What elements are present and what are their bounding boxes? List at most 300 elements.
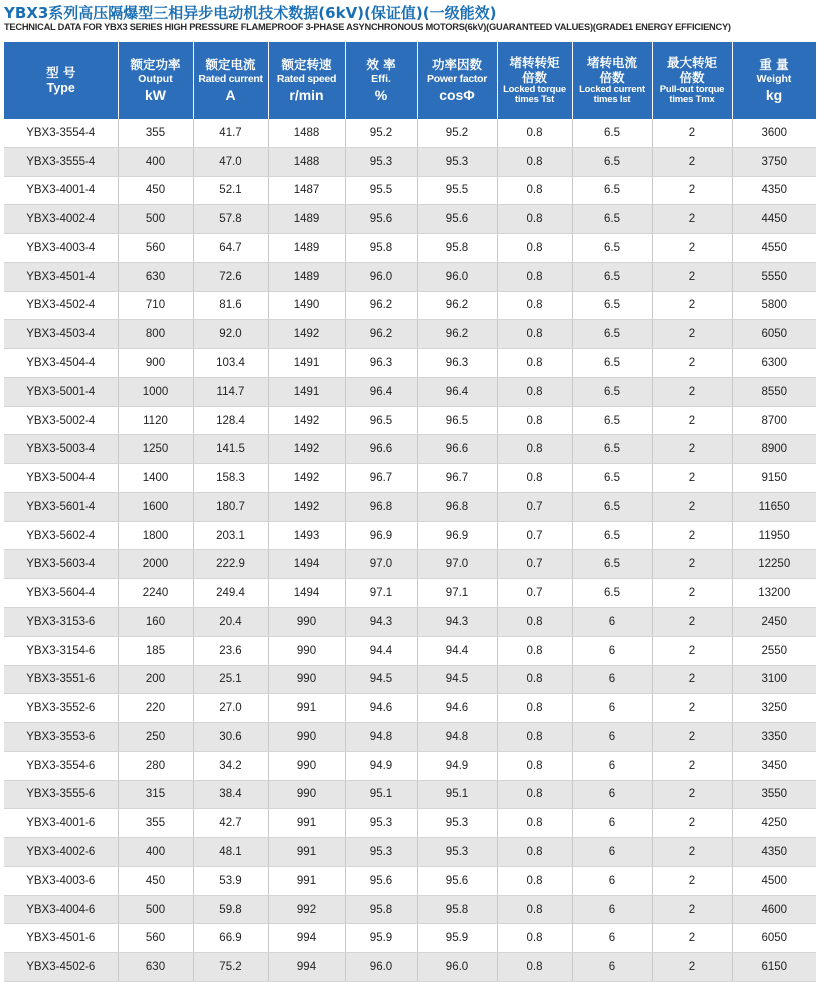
cell-efficiency: 96.9	[345, 521, 417, 550]
cell-rated-speed: 991	[268, 838, 345, 867]
cell-output: 500	[118, 895, 193, 924]
cell-weight: 4250	[732, 809, 816, 838]
cell-rated-current: 158.3	[193, 464, 268, 493]
cell-efficiency: 95.5	[345, 176, 417, 205]
cell-pullout-torque: 2	[652, 694, 732, 723]
cell-locked-torque: 0.8	[497, 866, 572, 895]
cell-power-factor: 95.3	[417, 809, 497, 838]
cell-rated-speed: 990	[268, 608, 345, 637]
cell-rated-current: 48.1	[193, 838, 268, 867]
cell-type: YBX3-4502-4	[4, 291, 118, 320]
cell-rated-current: 47.0	[193, 147, 268, 176]
cell-weight: 4350	[732, 176, 816, 205]
cell-output: 2000	[118, 550, 193, 579]
cell-pullout-torque: 2	[652, 349, 732, 378]
cell-weight: 2450	[732, 608, 816, 637]
page-subtitle: TECHNICAL DATA FOR YBX3 SERIES HIGH PRESSURE FLAMEPROOF 3-PHASE ASYNCHRONOUS MOTORS(6kV)(GUARANTEED VALUES)(GRADE1 ENERGY EFFICIENCY)	[4, 22, 731, 32]
cell-locked-torque: 0.8	[497, 636, 572, 665]
cell-rated-current: 222.9	[193, 550, 268, 579]
cell-pullout-torque: 2	[652, 751, 732, 780]
cell-locked-torque: 0.8	[497, 349, 572, 378]
cell-pullout-torque: 2	[652, 866, 732, 895]
cell-weight: 11650	[732, 492, 816, 521]
cell-rated-current: 38.4	[193, 780, 268, 809]
cell-locked-current: 6	[572, 953, 652, 982]
cell-rated-current: 57.8	[193, 205, 268, 234]
cell-rated-speed: 990	[268, 723, 345, 752]
cell-efficiency: 95.6	[345, 205, 417, 234]
cell-efficiency: 97.1	[345, 579, 417, 608]
cell-output: 1400	[118, 464, 193, 493]
cell-power-factor: 96.5	[417, 406, 497, 435]
cell-output: 900	[118, 349, 193, 378]
cell-locked-current: 6.5	[572, 291, 652, 320]
header-label-en: Rated speed	[276, 72, 337, 85]
table-row	[4, 435, 816, 464]
cell-rated-speed: 1494	[268, 550, 345, 579]
header-label-cn: 效 率	[366, 57, 396, 73]
cell-weight: 3450	[732, 751, 816, 780]
cell-locked-current: 6	[572, 838, 652, 867]
cell-pullout-torque: 2	[652, 262, 732, 291]
header-label-en: Power factor	[427, 72, 487, 85]
table-row	[4, 234, 816, 263]
cell-locked-current: 6	[572, 751, 652, 780]
table-row	[4, 665, 816, 694]
cell-locked-current: 6.5	[572, 406, 652, 435]
cell-rated-speed: 1492	[268, 435, 345, 464]
cell-output: 355	[118, 809, 193, 838]
cell-power-factor: 94.4	[417, 636, 497, 665]
cell-power-factor: 96.4	[417, 377, 497, 406]
cell-type: YBX3-3553-6	[4, 723, 118, 752]
cell-efficiency: 96.4	[345, 377, 417, 406]
cell-rated-current: 42.7	[193, 809, 268, 838]
cell-efficiency: 96.0	[345, 953, 417, 982]
cell-locked-torque: 0.8	[497, 406, 572, 435]
header-label-cn: 堵转转矩 倍数	[509, 55, 560, 85]
table-row	[4, 320, 816, 349]
cell-output: 220	[118, 694, 193, 723]
header-locked-torque	[497, 42, 572, 119]
cell-power-factor: 95.5	[417, 176, 497, 205]
cell-power-factor: 94.6	[417, 694, 497, 723]
cell-rated-speed: 1494	[268, 579, 345, 608]
cell-output: 355	[118, 119, 193, 147]
cell-rated-speed: 1488	[268, 119, 345, 147]
cell-rated-speed: 1491	[268, 377, 345, 406]
header-unit: r/min	[289, 86, 324, 103]
table-row	[4, 953, 816, 982]
cell-pullout-torque: 2	[652, 809, 732, 838]
header-label-en: Type	[46, 80, 75, 95]
table-row	[4, 205, 816, 234]
cell-power-factor: 97.1	[417, 579, 497, 608]
cell-efficiency: 95.2	[345, 119, 417, 147]
cell-output: 160	[118, 608, 193, 637]
cell-pullout-torque: 2	[652, 723, 732, 752]
cell-rated-current: 66.9	[193, 924, 268, 953]
cell-pullout-torque: 2	[652, 550, 732, 579]
page-title: YBX3系列高压隔爆型三相异步电动机技术数据(6kV)(保证值)(一级能效)	[4, 4, 497, 22]
cell-efficiency: 96.2	[345, 291, 417, 320]
cell-type: YBX3-3554-6	[4, 751, 118, 780]
cell-rated-speed: 1490	[268, 291, 345, 320]
cell-locked-torque: 0.8	[497, 377, 572, 406]
cell-type: YBX3-5604-4	[4, 579, 118, 608]
cell-weight: 3250	[732, 694, 816, 723]
cell-output: 400	[118, 147, 193, 176]
cell-rated-current: 30.6	[193, 723, 268, 752]
cell-efficiency: 94.6	[345, 694, 417, 723]
cell-pullout-torque: 2	[652, 406, 732, 435]
header-label-cn: 重 量	[759, 57, 789, 73]
cell-locked-current: 6.5	[572, 147, 652, 176]
cell-type: YBX3-3554-4	[4, 119, 118, 147]
table-row	[4, 119, 816, 147]
cell-weight: 9150	[732, 464, 816, 493]
cell-output: 1800	[118, 521, 193, 550]
cell-weight: 12250	[732, 550, 816, 579]
cell-output: 1120	[118, 406, 193, 435]
table-row	[4, 694, 816, 723]
cell-type: YBX3-3555-4	[4, 147, 118, 176]
cell-rated-current: 180.7	[193, 492, 268, 521]
header-label-cn: 堵转电流 倍数	[586, 55, 637, 85]
cell-locked-torque: 0.7	[497, 521, 572, 550]
cell-output: 450	[118, 866, 193, 895]
cell-output: 315	[118, 780, 193, 809]
cell-type: YBX3-4002-6	[4, 838, 118, 867]
cell-pullout-torque: 2	[652, 147, 732, 176]
table-row	[4, 866, 816, 895]
cell-locked-torque: 0.7	[497, 579, 572, 608]
cell-type: YBX3-4003-4	[4, 234, 118, 263]
header-locked-current	[572, 42, 652, 119]
cell-pullout-torque: 2	[652, 924, 732, 953]
cell-rated-speed: 1487	[268, 176, 345, 205]
cell-power-factor: 96.6	[417, 435, 497, 464]
cell-locked-torque: 0.8	[497, 608, 572, 637]
cell-locked-current: 6	[572, 780, 652, 809]
cell-pullout-torque: 2	[652, 377, 732, 406]
cell-weight: 4350	[732, 838, 816, 867]
cell-locked-torque: 0.7	[497, 492, 572, 521]
cell-pullout-torque: 2	[652, 608, 732, 637]
cell-rated-speed: 1492	[268, 406, 345, 435]
cell-power-factor: 96.7	[417, 464, 497, 493]
cell-weight: 4550	[732, 234, 816, 263]
cell-efficiency: 96.2	[345, 320, 417, 349]
cell-rated-current: 52.1	[193, 176, 268, 205]
cell-efficiency: 96.6	[345, 435, 417, 464]
cell-rated-speed: 991	[268, 694, 345, 723]
cell-power-factor: 94.8	[417, 723, 497, 752]
cell-type: YBX3-5601-4	[4, 492, 118, 521]
cell-locked-current: 6	[572, 924, 652, 953]
cell-output: 630	[118, 262, 193, 291]
cell-locked-current: 6.5	[572, 320, 652, 349]
cell-locked-torque: 0.8	[497, 780, 572, 809]
cell-output: 560	[118, 234, 193, 263]
cell-power-factor: 95.8	[417, 234, 497, 263]
cell-locked-torque: 0.8	[497, 262, 572, 291]
cell-efficiency: 96.7	[345, 464, 417, 493]
cell-weight: 13200	[732, 579, 816, 608]
cell-locked-current: 6	[572, 895, 652, 924]
table-row	[4, 492, 816, 521]
cell-pullout-torque: 2	[652, 953, 732, 982]
cell-output: 560	[118, 924, 193, 953]
cell-rated-speed: 990	[268, 751, 345, 780]
cell-rated-current: 114.7	[193, 377, 268, 406]
cell-locked-torque: 0.8	[497, 435, 572, 464]
cell-efficiency: 95.3	[345, 809, 417, 838]
cell-pullout-torque: 2	[652, 205, 732, 234]
cell-efficiency: 95.6	[345, 866, 417, 895]
cell-pullout-torque: 2	[652, 665, 732, 694]
cell-output: 1250	[118, 435, 193, 464]
cell-output: 280	[118, 751, 193, 780]
cell-locked-torque: 0.8	[497, 953, 572, 982]
header-type	[4, 42, 118, 119]
table-row	[4, 291, 816, 320]
table-row	[4, 550, 816, 579]
cell-pullout-torque: 2	[652, 176, 732, 205]
cell-locked-torque: 0.8	[497, 205, 572, 234]
cell-output: 450	[118, 176, 193, 205]
cell-pullout-torque: 2	[652, 234, 732, 263]
cell-locked-current: 6.5	[572, 349, 652, 378]
cell-locked-current: 6	[572, 694, 652, 723]
header-label-en: Rated current	[198, 72, 263, 85]
cell-weight: 6050	[732, 924, 816, 953]
cell-type: YBX3-4003-6	[4, 866, 118, 895]
cell-efficiency: 94.8	[345, 723, 417, 752]
cell-efficiency: 95.8	[345, 234, 417, 263]
header-unit: kW	[145, 86, 166, 103]
cell-power-factor: 96.2	[417, 320, 497, 349]
cell-type: YBX3-5003-4	[4, 435, 118, 464]
table-row	[4, 838, 816, 867]
cell-rated-speed: 990	[268, 636, 345, 665]
cell-rated-current: 64.7	[193, 234, 268, 263]
cell-locked-current: 6	[572, 809, 652, 838]
cell-output: 800	[118, 320, 193, 349]
cell-locked-torque: 0.8	[497, 723, 572, 752]
table-row	[4, 809, 816, 838]
cell-weight: 2550	[732, 636, 816, 665]
cell-power-factor: 95.6	[417, 205, 497, 234]
cell-output: 185	[118, 636, 193, 665]
cell-power-factor: 95.9	[417, 924, 497, 953]
cell-type: YBX3-3555-6	[4, 780, 118, 809]
cell-type: YBX3-4503-4	[4, 320, 118, 349]
table-row	[4, 406, 816, 435]
cell-efficiency: 97.0	[345, 550, 417, 579]
cell-power-factor: 96.0	[417, 953, 497, 982]
cell-rated-current: 25.1	[193, 665, 268, 694]
header-label-en: Pull-out torque times Tmx	[659, 83, 725, 105]
cell-output: 500	[118, 205, 193, 234]
cell-efficiency: 96.8	[345, 492, 417, 521]
cell-pullout-torque: 2	[652, 492, 732, 521]
cell-pullout-torque: 2	[652, 435, 732, 464]
cell-rated-speed: 1493	[268, 521, 345, 550]
cell-locked-torque: 0.8	[497, 464, 572, 493]
cell-type: YBX3-4002-4	[4, 205, 118, 234]
cell-type: YBX3-5603-4	[4, 550, 118, 579]
cell-output: 630	[118, 953, 193, 982]
header-efficiency	[345, 42, 417, 119]
cell-locked-current: 6.5	[572, 492, 652, 521]
cell-rated-current: 249.4	[193, 579, 268, 608]
cell-weight: 6300	[732, 349, 816, 378]
cell-rated-current: 203.1	[193, 521, 268, 550]
cell-locked-torque: 0.8	[497, 809, 572, 838]
header-unit: A	[225, 86, 236, 103]
cell-type: YBX3-4502-6	[4, 953, 118, 982]
cell-output: 1000	[118, 377, 193, 406]
cell-type: YBX3-5602-4	[4, 521, 118, 550]
cell-efficiency: 96.0	[345, 262, 417, 291]
cell-rated-current: 81.6	[193, 291, 268, 320]
cell-pullout-torque: 2	[652, 119, 732, 147]
cell-pullout-torque: 2	[652, 636, 732, 665]
cell-rated-current: 20.4	[193, 608, 268, 637]
cell-weight: 8900	[732, 435, 816, 464]
table-row	[4, 780, 816, 809]
table-row	[4, 176, 816, 205]
cell-power-factor: 95.2	[417, 119, 497, 147]
cell-locked-current: 6.5	[572, 262, 652, 291]
cell-pullout-torque: 2	[652, 291, 732, 320]
cell-power-factor: 96.2	[417, 291, 497, 320]
cell-rated-speed: 994	[268, 953, 345, 982]
table-row	[4, 636, 816, 665]
table-row	[4, 377, 816, 406]
cell-type: YBX3-4004-6	[4, 895, 118, 924]
cell-rated-current: 41.7	[193, 119, 268, 147]
cell-weight: 4500	[732, 866, 816, 895]
table-row	[4, 895, 816, 924]
cell-rated-current: 27.0	[193, 694, 268, 723]
cell-rated-current: 128.4	[193, 406, 268, 435]
table-row	[4, 924, 816, 953]
header-label-cn: 最大转矩 倍数	[666, 55, 717, 85]
cell-output: 1600	[118, 492, 193, 521]
header-rated-speed	[268, 42, 345, 119]
cell-rated-speed: 1492	[268, 320, 345, 349]
cell-power-factor: 95.6	[417, 866, 497, 895]
table-row	[4, 147, 816, 176]
header-label-en: Locked torque times Tst	[503, 83, 566, 105]
cell-output: 2240	[118, 579, 193, 608]
header-output	[118, 42, 193, 119]
cell-pullout-torque: 2	[652, 838, 732, 867]
cell-rated-current: 34.2	[193, 751, 268, 780]
cell-rated-speed: 1488	[268, 147, 345, 176]
header-row	[4, 42, 816, 119]
cell-rated-current: 92.0	[193, 320, 268, 349]
cell-type: YBX3-5004-4	[4, 464, 118, 493]
cell-pullout-torque: 2	[652, 521, 732, 550]
header-label-en: Output	[138, 72, 173, 85]
cell-rated-current: 141.5	[193, 435, 268, 464]
cell-rated-speed: 992	[268, 895, 345, 924]
cell-rated-current: 53.9	[193, 866, 268, 895]
cell-rated-speed: 1489	[268, 234, 345, 263]
cell-locked-torque: 0.8	[497, 694, 572, 723]
cell-rated-speed: 1492	[268, 464, 345, 493]
cell-locked-current: 6.5	[572, 234, 652, 263]
cell-power-factor: 96.3	[417, 349, 497, 378]
cell-weight: 6050	[732, 320, 816, 349]
header-unit: cosΦ	[439, 86, 475, 103]
cell-power-factor: 97.0	[417, 550, 497, 579]
cell-locked-current: 6.5	[572, 550, 652, 579]
cell-pullout-torque: 2	[652, 579, 732, 608]
cell-efficiency: 94.4	[345, 636, 417, 665]
cell-efficiency: 94.3	[345, 608, 417, 637]
cell-locked-torque: 0.8	[497, 665, 572, 694]
cell-weight: 5800	[732, 291, 816, 320]
header-label-en: Weight	[756, 72, 792, 85]
header-label-en: Locked current times Ist	[579, 83, 645, 105]
cell-weight: 3550	[732, 780, 816, 809]
cell-power-factor: 96.9	[417, 521, 497, 550]
cell-weight: 8550	[732, 377, 816, 406]
cell-pullout-torque: 2	[652, 464, 732, 493]
cell-weight: 5550	[732, 262, 816, 291]
cell-weight: 11950	[732, 521, 816, 550]
cell-efficiency: 95.9	[345, 924, 417, 953]
cell-locked-torque: 0.8	[497, 320, 572, 349]
cell-pullout-torque: 2	[652, 320, 732, 349]
header-label-cn: 额定功率	[130, 57, 181, 73]
header-label-cn: 型 号	[46, 65, 76, 81]
cell-power-factor: 96.8	[417, 492, 497, 521]
cell-power-factor: 94.5	[417, 665, 497, 694]
cell-type: YBX3-3552-6	[4, 694, 118, 723]
cell-locked-torque: 0.8	[497, 838, 572, 867]
cell-power-factor: 94.3	[417, 608, 497, 637]
cell-power-factor: 96.0	[417, 262, 497, 291]
cell-output: 200	[118, 665, 193, 694]
cell-power-factor: 95.3	[417, 838, 497, 867]
cell-rated-speed: 990	[268, 665, 345, 694]
table-row	[4, 751, 816, 780]
cell-power-factor: 95.1	[417, 780, 497, 809]
cell-rated-current: 23.6	[193, 636, 268, 665]
cell-rated-speed: 991	[268, 809, 345, 838]
header-pullout-torque	[652, 42, 732, 119]
cell-efficiency: 96.5	[345, 406, 417, 435]
cell-weight: 3600	[732, 119, 816, 147]
cell-locked-current: 6	[572, 866, 652, 895]
cell-locked-torque: 0.8	[497, 895, 572, 924]
header-unit: kg	[765, 86, 783, 103]
cell-locked-current: 6	[572, 665, 652, 694]
cell-rated-current: 75.2	[193, 953, 268, 982]
cell-locked-current: 6	[572, 636, 652, 665]
cell-efficiency: 96.3	[345, 349, 417, 378]
cell-locked-torque: 0.7	[497, 550, 572, 579]
cell-locked-current: 6.5	[572, 579, 652, 608]
table-row	[4, 262, 816, 291]
cell-rated-speed: 991	[268, 866, 345, 895]
cell-locked-current: 6.5	[572, 521, 652, 550]
